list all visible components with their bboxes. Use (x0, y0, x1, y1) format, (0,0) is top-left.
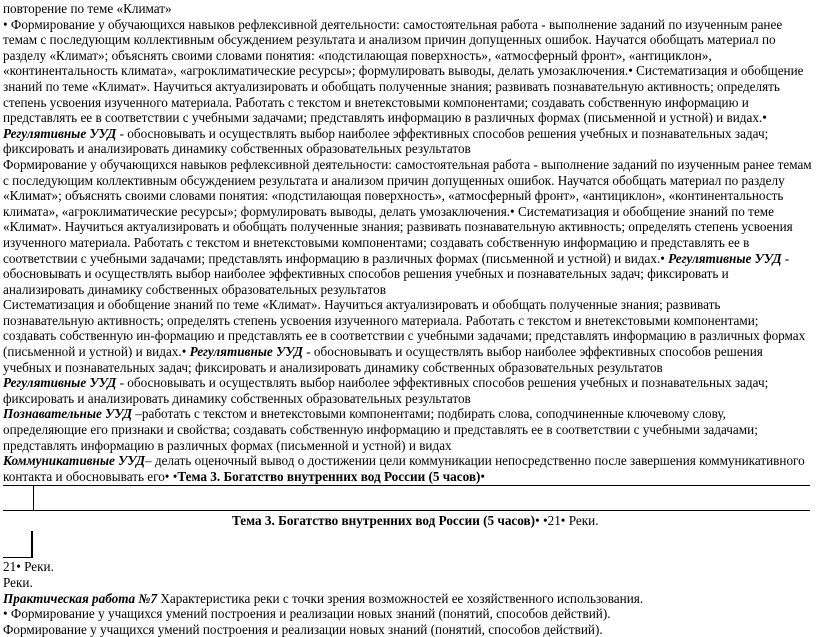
practical-text: Характеристика реки с точки зрения возможностей ее хозяйственного использования. (157, 590, 644, 606)
block1-text-a: • Формирование у обучающихся навыков рефлексивной деятельности: самостоятельная работа - выполнение заданий по изученным ранее темам с последующим коллективным обсуждением результата и анализом причин допущенных ошибок. Научатся обобщать материал по разделу «Климат»; объяснять своими словами понятия: «подстилающая поверхность», «атмосферный фронт», «антициклон», «континентальность климата», «агроклиматические ресурсы»; формулировать выводы, делать умозаключения.• Систематизация и обобщение знаний по теме «Климат». Научиться актуализировать и обобщать полученные знания; развивать познавательную активность; определять степень усвоения изученного материала. Работать с текстом и внетекстовыми компонентами; создавать собственную информацию и представлять ее в соответствии с учебными задачами; представлять информацию в различных формах (письменной и устной) и видах.• (3, 16, 804, 126)
table-row-empty (3, 485, 813, 511)
small-cell-divider (32, 531, 33, 558)
table-heading (232, 513, 599, 529)
paragraph-block-5 (3, 406, 813, 453)
block3-text-b: - обосновывать и осуществлять выбор наиболее эффективных способов решения учебных и познавательных задач; фиксировать и анализировать динамику собственных образовательных результатов (3, 344, 763, 375)
block6-label: Коммуникативные УУД (3, 453, 145, 469)
block2-label: Регулятивные УУД (668, 250, 782, 266)
table-cell-divider (33, 485, 34, 511)
bullet-line: • Формирование у учащихся умений построения и реализации новых знаний (понятий, способов действий). (3, 606, 611, 622)
practical-label: Практическая работа №7 (3, 590, 158, 606)
paragraph-block-2 (3, 157, 813, 297)
lesson-title: Реки. (3, 575, 33, 590)
table-top-border (3, 485, 810, 486)
small-cell-box (3, 531, 32, 558)
table-small-cell (3, 531, 813, 559)
block4-label: Регулятивные УУД (3, 375, 117, 391)
block4-text: - обосновывать и осуществлять выбор наиболее эффективных способов решения учебных и познавательных задач; фиксировать и анализировать динамику собственных образовательных результатов (3, 375, 769, 406)
table-heading-topic: Тема 3. Богатство внутренних вод России (5 часов) (232, 513, 536, 529)
block5-label: Познавательные УУД (3, 406, 132, 422)
paragraph-block-6 (3, 453, 813, 484)
block6-topic: Тема 3. Богатство внутренних вод России (5 часов) (177, 468, 481, 484)
lesson-line: 21• Реки. (3, 559, 54, 575)
practical-work (3, 591, 813, 607)
paragraph-block-3 (3, 297, 813, 375)
block1-label: Регулятивные УУД (3, 125, 117, 141)
last-line: Формирование у учащихся умений построения и реализации новых знаний (понятий, способов действий). (3, 621, 603, 637)
paragraph-block-4 (3, 375, 813, 406)
table-heading-tail: • •21• Реки. (535, 513, 599, 529)
block2-text-b: - обосновывать и осуществлять выбор наиболее эффективных способов решения учебных и познавательных задач; фиксировать и анализировать динамику собственных образовательных результатов (3, 250, 790, 297)
paragraph-block-1 (3, 17, 813, 157)
block3-text-a: Систематизация и обобщение знаний по теме «Климат». Научиться актуализировать и обобщать полученные знания; развивать познавательную активность; определять степень усвоения изученного материала. Работать с текстом и внетекстовыми компонентами; создавать собственную ин-формацию и представлять ее в соответствии с учебными задачами; представлять информацию в различных формах (письменной и устной) и видах.• (3, 297, 806, 360)
intro-line: повторение по теме «Климат» (3, 1, 172, 16)
block5-text: –работать с текстом и внетекстовыми компонентами; подбирать слова, соподчиненные ключевому слову, определяющие его признаки и свойства; создавать собственную информацию и представлять ее в соответствии с учебными задачами; представлять информацию в различных формах (письменной и устной) и видах (3, 406, 758, 453)
block3-label: Регулятивные УУД (189, 344, 303, 360)
block6-tail: • (480, 468, 486, 484)
document-page (3, 1, 813, 637)
block1-text-b: - обосновывать и осуществлять выбор наиболее эффективных способов решения учебных и познавательных задач; фиксировать и анализировать динамику собственных образовательных результатов (3, 125, 769, 157)
table-heading-row (3, 511, 813, 531)
block6-text: – делать оценочный вывод о достижении цели коммуникации непосредственно после завершения коммуникативного контакта и обосновывать его• • (3, 453, 805, 484)
block2-text-a: Формирование у обучающихся навыков рефлексивной деятельности: самостоятельная работа - выполнение заданий по изученным ранее темам с последующим коллективным обсуждением результата и анализом причин допущенных ошибок. Научатся обобщать материал по разделу «Климат»; объяснять своими словами понятия: «подстилающая поверхность», «атмосферный фронт», «антициклон», «континентальность климата», «агроклиматические ресурсы»; формулировать выводы, делать умозаключения.• Систематизация и обобщение знаний по теме «Климат». Научиться актуализировать и обобщать полученные знания; развивать познавательную активность; определять степень усвоения изученного материала. Работать с текстом и внетекстовыми компонентами; создавать собственную информацию и представлять ее в соответствии с учебными задачами; представлять информацию в различных формах (письменной и устной) и видах.• (3, 156, 812, 266)
